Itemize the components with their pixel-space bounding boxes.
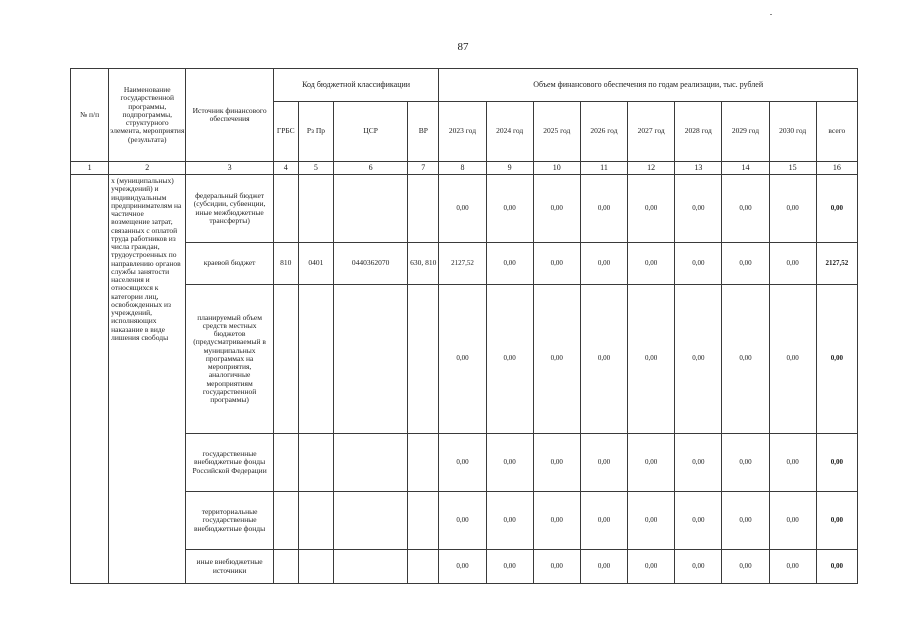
table-row	[71, 175, 858, 243]
code-grbs	[273, 175, 298, 243]
header-code-grbs: ГРБС	[273, 102, 298, 162]
value-2026: 0,00	[580, 434, 627, 492]
header-code-rzpr: Рз Пр	[298, 102, 333, 162]
value-2029: 0,00	[722, 285, 769, 434]
column-number: 11	[580, 162, 627, 175]
funding-source: территориальные государственные внебюджетные фонды	[186, 492, 273, 550]
value-2025: 0,00	[533, 492, 580, 550]
value-2027: 0,00	[628, 243, 675, 285]
code-rzpr	[298, 175, 333, 243]
column-number: 3	[186, 162, 273, 175]
code-grbs	[273, 550, 298, 584]
column-number: 8	[439, 162, 486, 175]
code-grbs	[273, 285, 298, 434]
column-number-row	[71, 162, 858, 175]
value-2029: 0,00	[722, 175, 769, 243]
value-2026: 0,00	[580, 492, 627, 550]
header-year-2030: 2030 год	[769, 102, 816, 162]
code-grbs: 810	[273, 243, 298, 285]
header-code-vr: ВР	[408, 102, 439, 162]
header-budget-code-group: Код бюджетной классификации	[273, 69, 439, 102]
value-2026: 0,00	[580, 175, 627, 243]
column-number: 13	[675, 162, 722, 175]
code-vr	[408, 434, 439, 492]
value-2030: 0,00	[769, 243, 816, 285]
value-2025: 0,00	[533, 175, 580, 243]
value-2027: 0,00	[628, 550, 675, 584]
funding-source: государственные внебюджетные фонды Российской Федерации	[186, 434, 273, 492]
value-2025: 0,00	[533, 243, 580, 285]
value-2029: 0,00	[722, 434, 769, 492]
value-2029: 0,00	[722, 492, 769, 550]
header-year-2024: 2024 год	[486, 102, 533, 162]
value-total: 0,00	[816, 285, 857, 434]
value-2025: 0,00	[533, 285, 580, 434]
code-csr: 0440362070	[333, 243, 407, 285]
code-rzpr: 0401	[298, 243, 333, 285]
header-number: № п/п	[71, 69, 109, 162]
value-2030: 0,00	[769, 550, 816, 584]
table-row	[71, 243, 858, 285]
value-total: 2127,52	[816, 243, 857, 285]
header-funding-source: Источник финансового обеспечения	[186, 69, 273, 162]
header-year-2028: 2028 год	[675, 102, 722, 162]
code-rzpr	[298, 285, 333, 434]
column-number: 14	[722, 162, 769, 175]
table-row	[71, 550, 858, 584]
header-code-csr: ЦСР	[333, 102, 407, 162]
value-2028: 0,00	[675, 243, 722, 285]
scan-speck	[770, 14, 772, 15]
header-year-2026: 2026 год	[580, 102, 627, 162]
code-rzpr	[298, 492, 333, 550]
value-2027: 0,00	[628, 175, 675, 243]
value-2027: 0,00	[628, 492, 675, 550]
header-year-2029: 2029 год	[722, 102, 769, 162]
header-program-name: Наименование государственной программы, подпрограммы, структурного элемента, мероприятия (результата)	[109, 69, 186, 162]
value-2029: 0,00	[722, 243, 769, 285]
column-number: 12	[628, 162, 675, 175]
column-number: 10	[533, 162, 580, 175]
column-number: 6	[333, 162, 407, 175]
page-number: 87	[457, 41, 469, 53]
value-2030: 0,00	[769, 492, 816, 550]
value-2030: 0,00	[769, 175, 816, 243]
value-2024: 0,00	[486, 550, 533, 584]
value-2028: 0,00	[675, 550, 722, 584]
value-2023: 0,00	[439, 434, 486, 492]
column-number: 1	[71, 162, 109, 175]
value-2023: 0,00	[439, 175, 486, 243]
value-2029: 0,00	[722, 550, 769, 584]
code-vr	[408, 492, 439, 550]
funding-source: краевой бюджет	[186, 243, 273, 285]
column-number: 2	[109, 162, 186, 175]
code-csr	[333, 175, 407, 243]
code-vr: 630, 810	[408, 243, 439, 285]
value-2030: 0,00	[769, 285, 816, 434]
code-vr	[408, 550, 439, 584]
budget-table	[70, 68, 858, 584]
value-2023: 0,00	[439, 492, 486, 550]
value-2027: 0,00	[628, 434, 675, 492]
row-number-cell	[71, 175, 109, 584]
value-total: 0,00	[816, 550, 857, 584]
header-year-2025: 2025 год	[533, 102, 580, 162]
header-row-1	[71, 69, 858, 102]
table-row	[71, 434, 858, 492]
value-total: 0,00	[816, 175, 857, 243]
value-2024: 0,00	[486, 434, 533, 492]
column-number: 15	[769, 162, 816, 175]
value-2024: 0,00	[486, 492, 533, 550]
column-number: 7	[408, 162, 439, 175]
header-year-2027: 2027 год	[628, 102, 675, 162]
value-2026: 0,00	[580, 243, 627, 285]
value-2028: 0,00	[675, 492, 722, 550]
value-2023: 2127,52	[439, 243, 486, 285]
value-2030: 0,00	[769, 434, 816, 492]
column-number: 4	[273, 162, 298, 175]
header-volume-group: Объем финансового обеспечения по годам реализации, тыс. рублей	[439, 69, 858, 102]
value-total: 0,00	[816, 434, 857, 492]
code-csr	[333, 434, 407, 492]
value-2026: 0,00	[580, 285, 627, 434]
value-2027: 0,00	[628, 285, 675, 434]
funding-source: федеральный бюджет (субсидии, субвенции, иные межбюджетные трансферты)	[186, 175, 273, 243]
table-row	[71, 285, 858, 434]
funding-source: иные внебюджетные источники	[186, 550, 273, 584]
header-total: всего	[816, 102, 857, 162]
funding-source: планируемый объем средств местных бюджетов (предусматриваемый в муниципальных программах на мероприятия, аналогичные мероприятиям государственной программы)	[186, 285, 273, 434]
value-2028: 0,00	[675, 434, 722, 492]
event-name: х (муниципальных) учреждений) и индивидуальным предпринимателям на частичное возмещение затрат, связанных с оплатой труда работников из числа граждан, трудоустроенных по направлению органов службы занятости населения и относящихся к категории лиц, освобожденных из учреждений, исполняющих наказание в виде лишения свободы	[109, 175, 186, 584]
value-2026: 0,00	[580, 550, 627, 584]
code-grbs	[273, 492, 298, 550]
table-row	[71, 492, 858, 550]
code-vr	[408, 285, 439, 434]
value-2025: 0,00	[533, 550, 580, 584]
value-2024: 0,00	[486, 285, 533, 434]
value-2028: 0,00	[675, 175, 722, 243]
code-csr	[333, 550, 407, 584]
value-2028: 0,00	[675, 285, 722, 434]
code-rzpr	[298, 434, 333, 492]
column-number: 5	[298, 162, 333, 175]
column-number: 16	[816, 162, 857, 175]
code-csr	[333, 285, 407, 434]
column-number: 9	[486, 162, 533, 175]
value-2024: 0,00	[486, 175, 533, 243]
value-2023: 0,00	[439, 285, 486, 434]
header-year-2023: 2023 год	[439, 102, 486, 162]
code-grbs	[273, 434, 298, 492]
value-2025: 0,00	[533, 434, 580, 492]
code-rzpr	[298, 550, 333, 584]
code-vr	[408, 175, 439, 243]
code-csr	[333, 492, 407, 550]
value-total: 0,00	[816, 492, 857, 550]
value-2023: 0,00	[439, 550, 486, 584]
value-2024: 0,00	[486, 243, 533, 285]
